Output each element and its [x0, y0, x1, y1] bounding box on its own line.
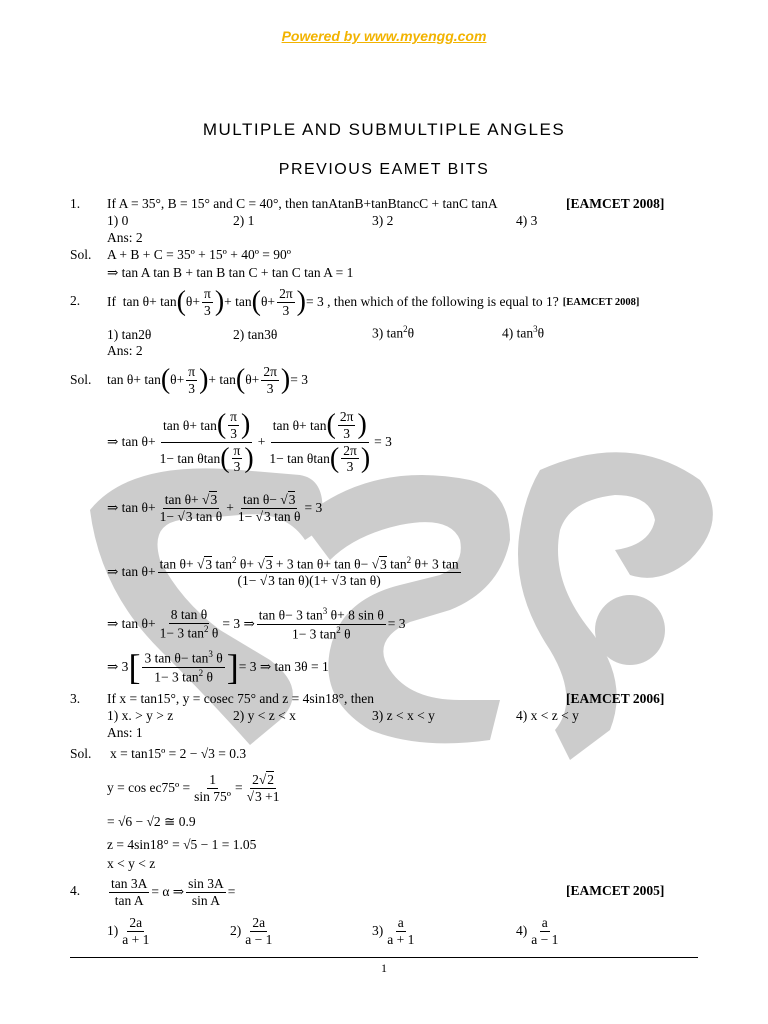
q3-sol-z: z = 4sin18° = √5 − 1 = 1.05 [107, 837, 257, 852]
footer-divider [70, 957, 698, 958]
q4-opt4: 4) $\frac{a}{a - 1}$ [516, 914, 559, 947]
q1-opt2: 2) 1 [233, 213, 255, 228]
q3-opt4: 4) x < z < y [516, 708, 579, 723]
q1-sol-line2: ⇒ tan A tan B + tan B tan C + tan C tan A = 1 [107, 265, 354, 280]
q1-opt3: 3) 2 [372, 213, 394, 228]
q3-sol-order: x < y < z [107, 856, 156, 871]
q2-tail: = 3 , then which of the following is equal to 1? [305, 294, 559, 309]
q3-tag: [EAMCET 2006] [566, 691, 665, 706]
q3-sol-y2: = √6 − √2 ≅ 0.9 [107, 814, 196, 829]
q4-equation: $\frac{\tan 3A}{\text{tan A}}$ = α ⇒ $\frac{\sin 3A}{\text{sin A}}$ = [111, 875, 236, 908]
q2-if: If [107, 294, 116, 309]
q2-sol-step4: ⇒ tan θ+ $\frac{\tan \theta+ √3 \tan^2 \theta+ √3 + 3 \tan \theta+ \tan \theta- √3 \tan^2 \theta+ 3 \tan}{\text{(1− √3 tan θ)(1+ √3 tan θ)}}$ [107, 555, 459, 589]
q3-opt2: 2) y < z < x [233, 708, 296, 723]
q3-number: 3. [70, 691, 81, 706]
q2-tag: [EAMCET 2008] [562, 296, 640, 308]
page-subtitle: PREVIOUS EAMET BITS [278, 161, 490, 178]
q1-opt4: 4) 3 [516, 213, 538, 228]
q2-sol-step2: ⇒ tan θ+ tan θ+ tan ( $\frac{\pi}{3}$ ) 1− tan θtan ( $\frac{\pi}{3}$ ) + tan θ+ tan ( $\frac{2\pi}{3}$ ) 1− tan θtan ( $\frac{2\pi}{3}$ ) = 3 [107, 409, 392, 475]
q1-text: If A = 35°, B = 15° and C = 40°, then tanAtanB+tanBtancC + tanC tanA [107, 196, 498, 211]
q1-sol-label: Sol. [70, 247, 92, 262]
q2-opt4: 4) $\tan^3\theta$ [502, 324, 545, 341]
q3-opt3: 3) z < x < y [372, 708, 435, 723]
q4-opt1: 1) $\frac{2a}{a + 1}$ [107, 914, 150, 947]
q3-answer: Ans: 1 [107, 725, 143, 740]
q2-sol-step6: ⇒ 3 [ $\frac{3 \tan \theta- \tan^3 \theta}{1- 3 \tan^2 \theta}$ ] = 3 ⇒ tan 3θ = 1 [107, 647, 329, 687]
q3-sol-label: Sol. [70, 746, 92, 761]
q2-opt2: 2) tan3θ [233, 327, 278, 342]
powered-by-link[interactable]: Powered by www.myengg.com [281, 28, 487, 44]
q4-number: 4. [70, 883, 81, 898]
page-number: 1 [381, 961, 387, 975]
page-title: MULTIPLE AND SUBMULTIPLE ANGLES [202, 120, 566, 139]
q2-number: 2. [70, 293, 81, 308]
q3-sol-x: x = tan15º = 2 − √3 = 0.3 [110, 746, 247, 761]
q2-sol-label: Sol. [70, 372, 92, 387]
q1-answer: Ans: 2 [107, 230, 143, 245]
q3-sol-y: y = cos ec75º = $\frac{1}{\text{sin 75º}}$ = $\frac{2√2}{√3 +1}$ [107, 771, 280, 804]
q2-opt3: 3) $\tan^2\theta$ [372, 324, 415, 341]
q2-opt1: 1) tan2θ [107, 327, 152, 342]
q2-sol-step3: ⇒ tan θ+ $\frac{\text{tan θ+ √3}}{\text{1− √3 tan θ}}$ + $\frac{\text{tan θ− √3}}{\text{1− √3 tan θ}}$ = 3 [107, 491, 323, 524]
q1-sol-line1: A + B + C = 35º + 15º + 40º = 90º [107, 247, 291, 262]
q3-opt1: 1) x. > y > z [107, 708, 174, 723]
q1-tag: [EAMCET 2008] [566, 196, 665, 211]
q2-sol-step1: tan θ+ tan ( θ+ $\frac{\pi}{3}$ ) + tan ( θ+ $\frac{2\pi}{3}$ ) = 3 [107, 363, 308, 396]
q3-text: If x = tan15°, y = cosec 75° and z = 4sin18°, then [107, 691, 374, 706]
q2-answer: Ans: 2 [107, 343, 143, 358]
q1-opt1: 1) 0 [107, 213, 129, 228]
q2-equation: If tan θ+ tan ( θ+ $\frac{\pi}{3}$ ) + tan ( θ+ $\frac{2\pi}{3}$ ) = 3 , then which of the following is equal to 1? [EAMCET 2008] [107, 285, 640, 318]
q2-sol-step5: ⇒ tan θ+ $\frac{\text{8 tan θ}}{1- 3 \tan^2 \theta}$ = 3 ⇒ $\frac{\tan \theta- 3 \tan^3 \theta+ 8 \sin \theta}{1- 3 \tan^2 \theta}$ = 3 [107, 606, 406, 641]
q4-opt2: 2) $\frac{2a}{a - 1}$ [230, 914, 273, 947]
q4-tag: [EAMCET 2005] [566, 883, 665, 898]
q1-number: 1. [70, 196, 81, 211]
q4-opt3: 3) $\frac{a}{a + 1}$ [372, 914, 415, 947]
